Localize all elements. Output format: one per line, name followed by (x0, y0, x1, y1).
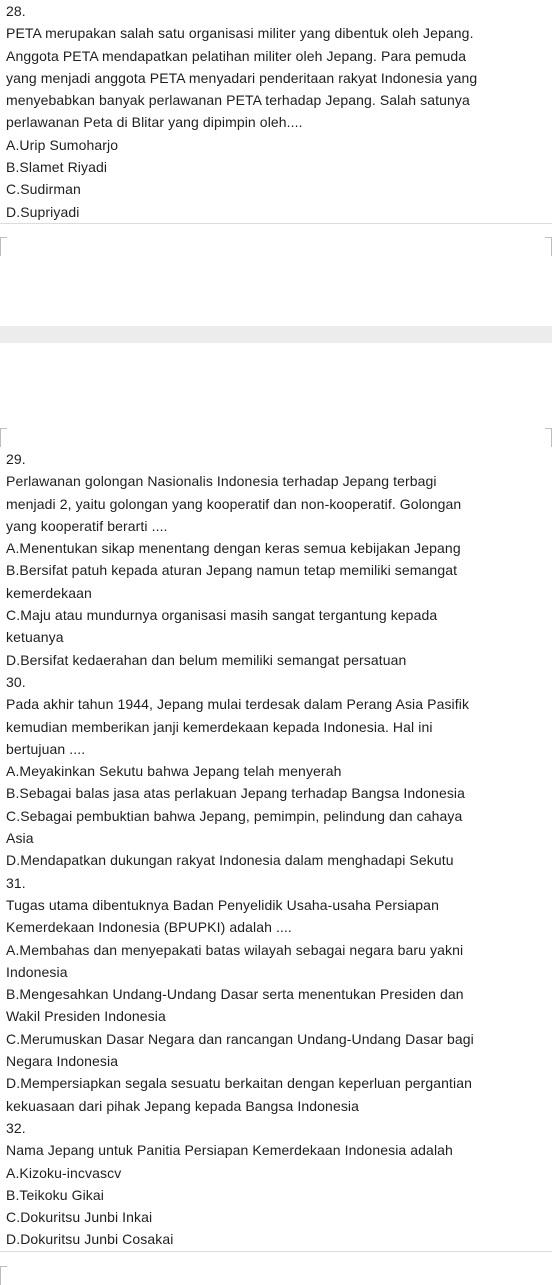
text-line: Nama Jepang untuk Panitia Persiapan Kemerdekaan Indonesia adalah (6, 1142, 453, 1159)
text-line: D.Bersifat kedaerahan dan belum memiliki semangat persatuan (6, 651, 407, 668)
text-line: A.Kizoku-incvascv (6, 1164, 122, 1181)
text-line: Tugas utama dibentuknya Badan Penyelidik Usaha-usaha Persiapan (6, 896, 439, 913)
text-line: A.Menentukan sikap menentang dengan keras semua kebijakan Jepang (6, 540, 461, 557)
text-line: C.Dokuritsu Junbi Inkai (6, 1209, 153, 1226)
text-line: B.Bersifat patuh kepada aturan Jepang namun tetap memiliki semangat (6, 562, 458, 579)
text-line: D.Mempersiapkan segala sesuatu berkaitan dengan keperluan pergantian (6, 1075, 472, 1092)
text-line: bertujuan .... (6, 740, 86, 757)
text-line: 29. (6, 451, 26, 467)
text-line: Wakil Presiden Indonesia (6, 1008, 166, 1025)
question-card-28 (0, 0, 552, 224)
text-line: kemudian memberikan janji kemerdekaan kepada Indonesia. Hal ini (6, 718, 433, 735)
crop-bracket-right (545, 428, 552, 447)
question-28-text (0, 0, 552, 223)
text-line: B.Slamet Riyadi (6, 159, 108, 176)
crop-bracket-right (545, 237, 552, 256)
text-line: B.Teikoku Gikai (6, 1186, 104, 1203)
text-line: C.Sudirman (6, 181, 81, 198)
text-line: ketuanya (6, 629, 64, 646)
text-line: D.Dokuritsu Junbi Cosakai (6, 1231, 174, 1248)
text-line: Kemerdekaan Indonesia (BPUPKI) adalah .... (6, 919, 292, 936)
crop-bracket-left (0, 428, 7, 447)
text-line: 32. (6, 1119, 26, 1136)
text-line: menjadi 2, yaitu golongan yang kooperatif dan non-kooperatif. Golongan (6, 495, 462, 512)
questions-29-32-text (0, 448, 552, 1251)
text-line: perlawanan Peta di Blitar yang dipimpin oleh.... (6, 114, 303, 131)
text-line: A.Urip Sumoharjo (6, 136, 119, 153)
text-line: D.Supriyadi (6, 203, 80, 220)
text-line: 30. (6, 673, 26, 690)
crop-bracket-left (0, 1266, 7, 1285)
page-separator (0, 326, 552, 343)
text-line: C.Sebagai pembuktian bahwa Jepang, pemimpin, pelindung dan cahaya (6, 807, 463, 824)
text-line: C.Maju atau mundurnya organisasi masih sangat tergantung kepada (6, 607, 438, 624)
text-line: A.Membahas dan menyepakati batas wilayah sebagai negara baru yakni (6, 941, 464, 958)
text-line: menyebabkan banyak perlawanan PETA terhadap Jepang. Salah satunya (6, 92, 470, 109)
text-line: B.Mengesahkan Undang-Undang Dasar serta menentukan Presiden dan (6, 986, 464, 1003)
text-line: kemerdekaan (6, 584, 92, 601)
text-line: D.Mendapatkan dukungan rakyat Indonesia dalam menghadapi Sekutu (6, 852, 454, 869)
text-line: yang menjadi anggota PETA menyadari penderitaan rakyat Indonesia yang (6, 69, 478, 86)
text-line: PETA merupakan salah satu organisasi militer yang dibentuk oleh Jepang. (6, 25, 474, 42)
text-line: yang kooperatif berarti .... (6, 517, 168, 534)
text-line: Anggota PETA mendapatkan pelatihan militer oleh Jepang. Para pemuda (6, 47, 467, 64)
text-line: 28. (6, 3, 26, 19)
text-line: A.Meyakinkan Sekutu bahwa Jepang telah menyerah (6, 763, 342, 780)
text-line: 31. (6, 874, 26, 891)
question-card-29-32 (0, 448, 552, 1252)
text-line: Pada akhir tahun 1944, Jepang mulai terdesak dalam Perang Asia Pasifik (6, 696, 470, 713)
text-line: Perlawanan golongan Nasionalis Indonesia terhadap Jepang terbagi (6, 473, 437, 490)
crop-bracket-left (0, 237, 7, 256)
text-line: kekuasaan dari pihak Jepang kepada Bangsa Indonesia (6, 1097, 360, 1114)
text-line: Negara Indonesia (6, 1053, 119, 1070)
text-line: Asia (6, 830, 34, 847)
text-line: C.Merumuskan Dasar Negara dan rancangan Undang-Undang Dasar bagi (6, 1030, 474, 1047)
text-line: B.Sebagai balas jasa atas perlakuan Jepang terhadap Bangsa Indonesia (6, 785, 466, 802)
text-line: Indonesia (6, 963, 68, 980)
